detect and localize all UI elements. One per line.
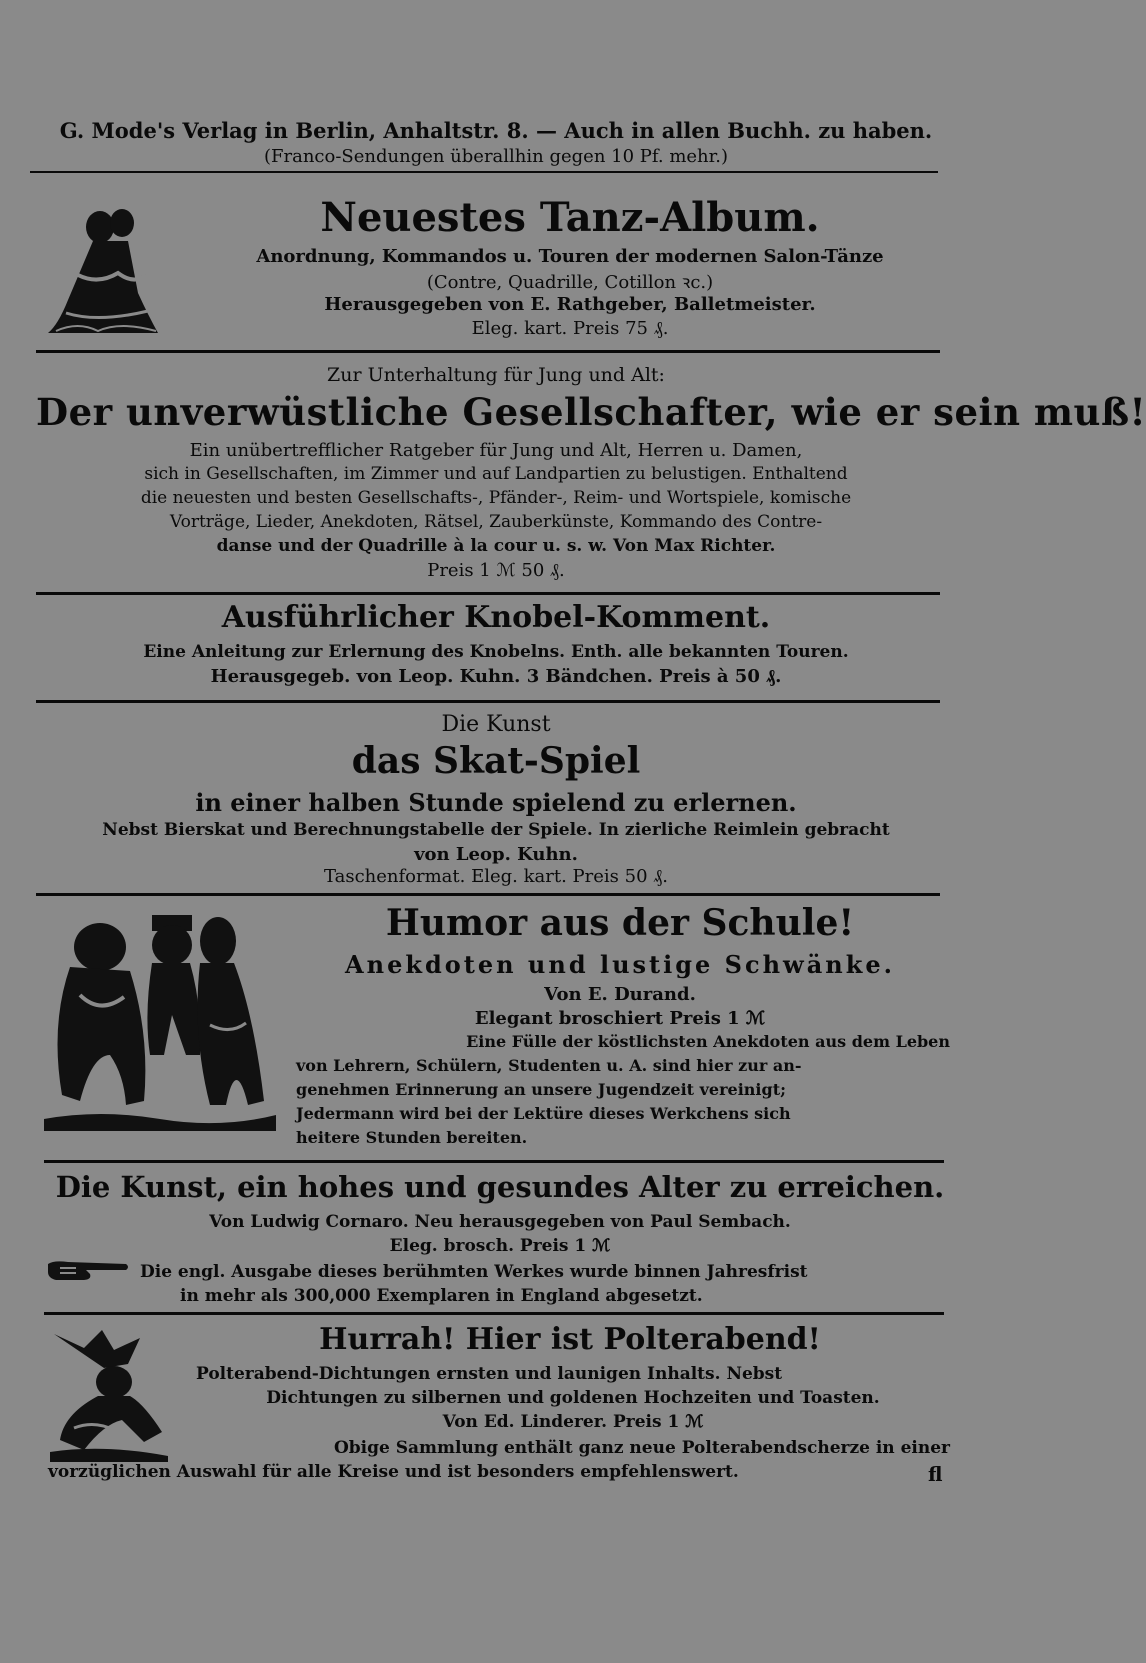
ad7-line3: Von Ed. Linderer. Preis 1 ℳ (442, 1412, 704, 1432)
publisher-line: G. Mode's Verlag in Berlin, Anhaltstr. 8. — Auch in allen Buchh. zu haben. (59, 118, 933, 143)
ad5-subtitle: Anekdoten und lustige Schwänke. (345, 950, 895, 979)
divider (36, 893, 940, 896)
ad5-text-line-4: Jedermann wird bei der Lektüre dieses Werkchens sich (296, 1104, 791, 1123)
postage-note: (Franco-Sendungen überallhin gegen 10 Pf. mehr.) (263, 146, 729, 167)
ad7-line4: Obige Sammlung enthält ganz neue Polterabendscherze in einer (333, 1438, 950, 1458)
ad1-price: Eleg. kart. Preis 75 ₰. (471, 318, 669, 339)
polterabend-figure-illustration (44, 1324, 174, 1464)
ad6-line1: Von Ludwig Cornaro. Neu herausgegeben von Paul Sembach. (209, 1212, 791, 1232)
ad6-line3: in mehr als 300,000 Exemplaren in England abgesetzt. (180, 1286, 703, 1306)
divider (36, 592, 940, 595)
ad5-text-line-2: von Lehrern, Schülern, Studenten u. A. sind hier zur an- (296, 1056, 802, 1075)
ad7-line5: vorzüglichen Auswahl für alle Kreise und ist besonders empfehlenswert. (48, 1462, 739, 1482)
ad5-text-line-5: heitere Stunden bereiten. (296, 1128, 528, 1147)
ad6-price: Eleg. brosch. Preis 1 ℳ (389, 1236, 611, 1256)
ad2-text-line-1: Ein unübertrefflicher Ratgeber für Jung und Alt, Herren u. Damen, (189, 440, 803, 461)
ad3-title: Ausführlicher Knobel-Komment. (221, 600, 771, 635)
ad4-kicker: Die Kunst (441, 712, 551, 737)
ad4-line2: von Leop. Kuhn. (414, 844, 578, 865)
divider (30, 171, 938, 173)
divider (36, 700, 940, 703)
ad7-line1: Polterabend-Dichtungen ernsten und launigen Inhalts. Nebst (196, 1364, 783, 1384)
footer-mark: fl (928, 1462, 943, 1486)
divider (36, 350, 940, 353)
ad1-line1: Anordnung, Kommandos u. Touren der modernen Salon-Tänze (256, 246, 884, 267)
ad5-price: Elegant broschiert Preis 1 ℳ (474, 1008, 766, 1029)
ad5-text-line-1: Eine Fülle der köstlichsten Anekdoten aus dem Leben (466, 1032, 950, 1051)
ad7-line2: Dichtungen zu silbernen und goldenen Hochzeiten und Toasten. (266, 1388, 880, 1408)
pointing-hand-icon (46, 1258, 130, 1284)
ad7-title: Hurrah! Hier ist Polterabend! (319, 1322, 821, 1357)
dancing-couple-illustration (38, 205, 178, 340)
divider (44, 1160, 944, 1163)
schoolboys-illustration (40, 905, 280, 1145)
divider (44, 1312, 944, 1315)
ad2-text-line-5: danse und der Quadrille à la cour u. s. w. Von Max Richter. (216, 536, 776, 556)
ad6-line2: Die engl. Ausgabe dieses berühmten Werkes wurde binnen Jahresfrist (140, 1262, 808, 1282)
ad2-price: Preis 1 ℳ 50 ₰. (427, 560, 565, 581)
ad4-subtitle: in einer halben Stunde spielend zu erlernen. (195, 788, 797, 817)
ad2-kicker: Zur Unterhaltung für Jung und Alt: (327, 364, 665, 386)
ad1-line3: Herausgegeben von E. Rathgeber, Balletmeister. (324, 294, 816, 315)
ad6-title: Die Kunst, ein hohes und gesundes Alter zu erreichen. (55, 1170, 945, 1204)
ad5-author: Von E. Durand. (544, 984, 696, 1005)
ad1-line2: (Contre, Quadrille, Cotillon ꝛc.) (426, 272, 714, 293)
ad4-line1: Nebst Bierskat und Berechnungstabelle der Spiele. In zierliche Reimlein gebracht (102, 820, 890, 840)
ad3-line2: Herausgegeb. von Leop. Kuhn. 3 Bändchen. Preis à 50 ₰. (210, 666, 782, 687)
ad5-text-line-3: genehmen Erinnerung an unsere Jugendzeit vereinigt; (296, 1080, 786, 1099)
ad1-title: Neuestes Tanz-Album. (320, 194, 820, 241)
ad2-text-line-3: die neuesten und besten Gesellschafts-, Pfänder-, Reim- und Wortspiele, komische (140, 488, 852, 508)
ad2-text-line-4: Vorträge, Lieder, Anekdoten, Rätsel, Zauberkünste, Kommando des Contre- (169, 512, 823, 532)
ad2-text-line-2: sich in Gesellschaften, im Zimmer und auf Landpartien zu belustigen. Enthaltend (144, 464, 848, 484)
ad5-title: Humor aus der Schule! (385, 902, 855, 944)
ad2-title: Der unverwüstliche Gesellschafter, wie er sein muß! (36, 390, 1146, 434)
ad4-title: das Skat-Spiel (351, 740, 641, 782)
ad4-price: Taschenformat. Eleg. kart. Preis 50 ₰. (324, 866, 668, 887)
ad3-line1: Eine Anleitung zur Erlernung des Knobelns. Enth. alle bekannten Touren. (143, 642, 849, 662)
